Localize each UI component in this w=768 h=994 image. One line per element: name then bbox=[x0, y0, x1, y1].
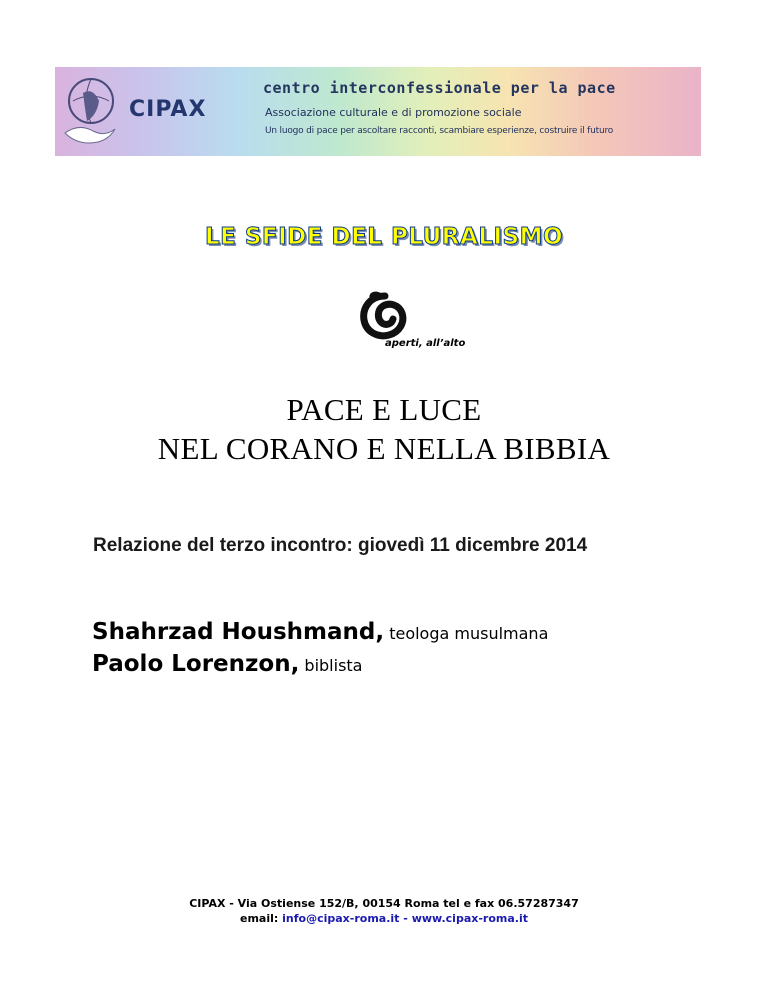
speaker-name: Shahrzad Houshmand, bbox=[92, 619, 385, 645]
banner-subtitle: Associazione culturale e di promozione sociale bbox=[265, 106, 522, 119]
main-title-line-1: PACE E LUCE bbox=[286, 392, 482, 427]
series-title: LE SFIDE DEL PLURALISMO bbox=[204, 224, 564, 250]
main-title-line-2: NEL CORANO E NELLA BIBBIA bbox=[157, 431, 611, 466]
banner-motto: Un luogo di pace per ascoltare racconti, scambiare esperienze, costruire il futuro bbox=[265, 126, 614, 136]
speaker-role: biblista bbox=[304, 656, 363, 675]
speaker-2 bbox=[92, 651, 362, 677]
footer-separator: - bbox=[403, 912, 408, 925]
header-banner bbox=[55, 67, 701, 156]
email-link[interactable]: info@cipax-roma.it bbox=[282, 912, 400, 925]
speaker-1 bbox=[92, 619, 548, 645]
org-name: CIPAX bbox=[129, 97, 207, 122]
website-link[interactable]: www.cipax-roma.it bbox=[411, 912, 528, 925]
email-label: email: bbox=[240, 912, 279, 925]
footer-contacts bbox=[0, 912, 768, 925]
swirl-icon bbox=[358, 290, 412, 342]
report-line: Relazione del terzo incontro: giovedì 11 dicembre 2014 bbox=[93, 535, 588, 556]
banner-tagline: centro interconfessionale per la pace bbox=[263, 79, 616, 97]
speaker-name: Paolo Lorenzon, bbox=[92, 651, 300, 677]
emblem-caption: aperti, all’alto bbox=[385, 338, 466, 349]
dove-globe-icon bbox=[59, 71, 119, 151]
footer-address: CIPAX - Via Ostiense 152/B, 00154 Roma tel e fax 06.57287347 bbox=[189, 897, 579, 910]
speaker-role: teologa musulmana bbox=[389, 624, 549, 643]
